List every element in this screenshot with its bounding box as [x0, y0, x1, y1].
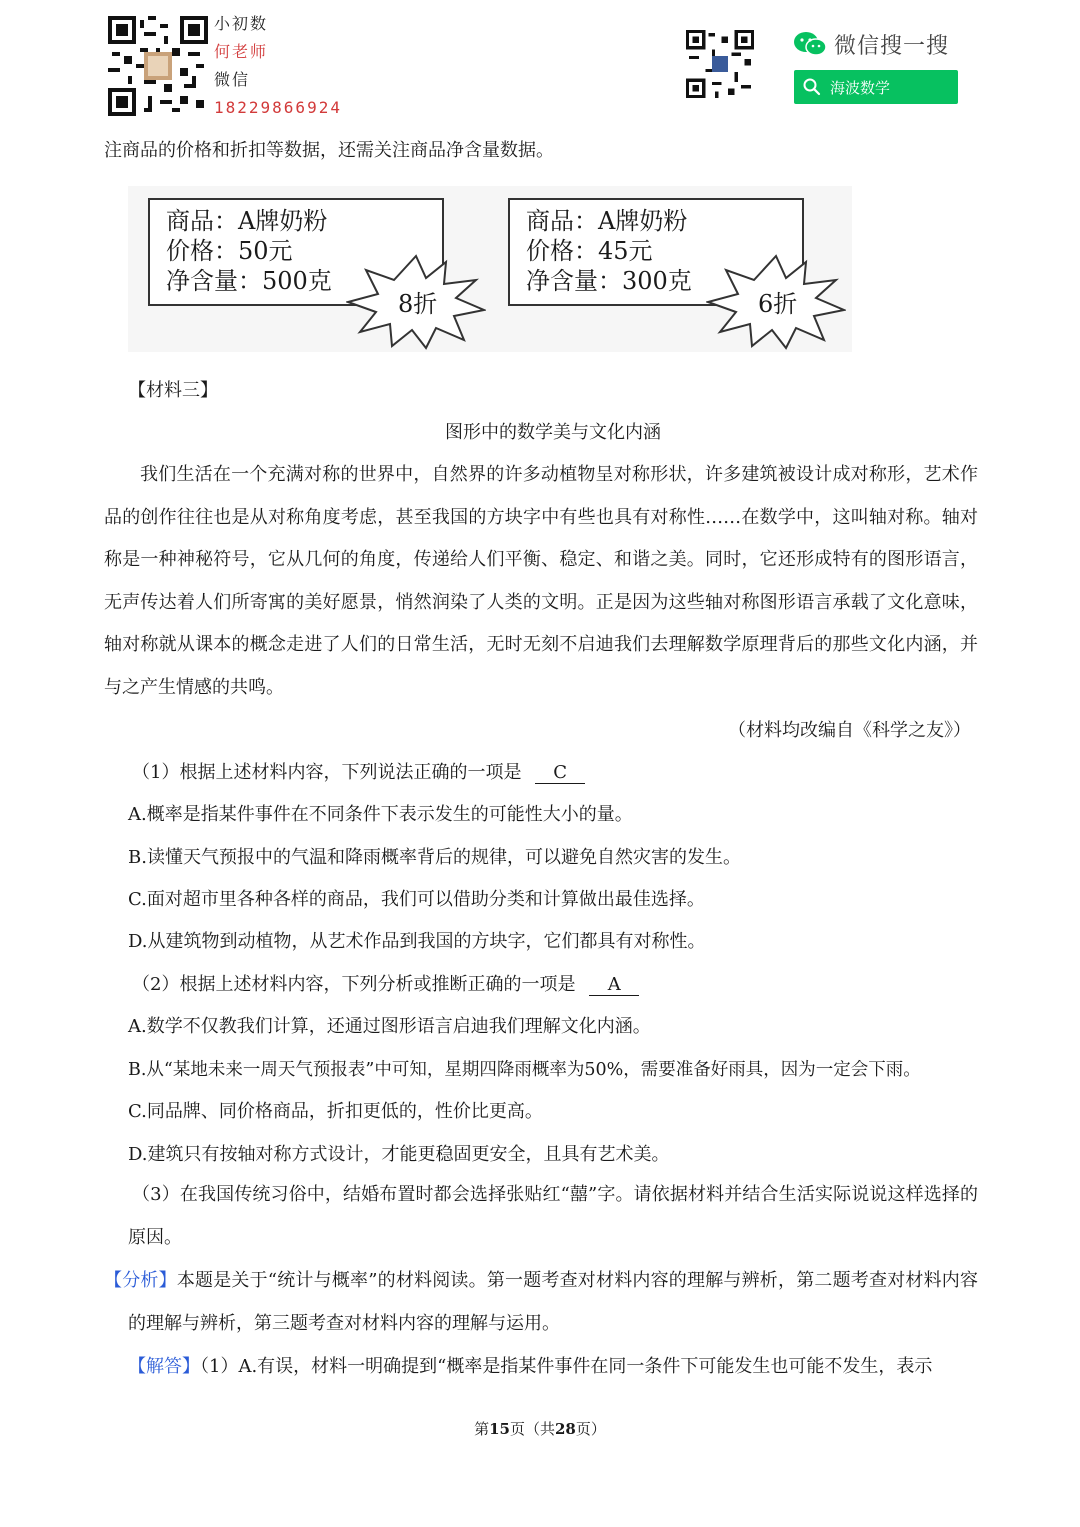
material3-body: 我们生活在一个充满对称的世界中，自然界的许多动植物呈对称形状，许多建筑被设计成对称形，艺术作品的创作往往也是从对称角度考虑，甚至我国的方块字中有些也具有对称性……在数学中，这叫轴对称。轴对称是一种神秘符号，它从几何的角度，传递给人们平衡、稳定、和谐之美。同时，它还形成特有的图形语言，无声传达着人们所寄寓的美好愿景，悄然润染了人类的文明。正是因为这些轴对称图形语言承载了文化意味，轴对称就从课本的概念走进了人们的日常生活，无时无刻不启迪我们去理解数学原理背后的那些文化内涵，并与之产生情感的共鸣。 [104, 464, 978, 698]
handwriting-line: 何老师 [214, 42, 269, 61]
q2-option: B.从“某地未来一周天气预报表”中可知，星期四降雨概率为50%，需要准备好雨具，因为一定会下雨。 [128, 1060, 921, 1080]
q1-option: B.读懂天气预报中的气温和降雨概率背后的规律，可以避免自然灾害的发生。 [128, 847, 741, 868]
product-name: 商品：A牌奶粉 [526, 207, 688, 235]
product-price: 价格：50元 [166, 237, 293, 265]
footer-suffix: 页） [575, 1420, 606, 1438]
q1-stem [132, 761, 585, 785]
solution-label: 【解答】 [128, 1356, 200, 1377]
footer-middle: 页（共 [509, 1420, 555, 1438]
product-figure [128, 186, 852, 352]
discount-label-left: 8折 [398, 290, 438, 318]
q2-stem [132, 973, 639, 997]
q1-stem-text: （1）根据上述材料内容，下列说法正确的一项是 [132, 762, 522, 783]
q2-option: A.数学不仅教我们计算，还通过图形语言启迪我们理解文化内涵。 [128, 1016, 651, 1037]
search-button-label: 海波数学 [830, 78, 891, 97]
solution-text: （1）A.有误，材料一明确提到“概率是指某件事件在同一条件下可能发生也可能不发生，表示 [200, 1356, 933, 1377]
analysis-label: 【分析】 [104, 1270, 177, 1291]
q2-option: D.建筑只有按轴对称方式设计，才能更稳固更安全，且具有艺术美。 [128, 1144, 670, 1165]
analysis-block [104, 1260, 978, 1345]
q1-option: A.概率是指某件事件在不同条件下表示发生的可能性大小的量。 [128, 804, 633, 825]
handwriting-line: 微信 [214, 70, 251, 89]
page-footer [0, 1417, 1080, 1441]
footer-page-number: 15 [489, 1420, 510, 1438]
q2-stem-text: （2）根据上述材料内容，下列分析或推断正确的一项是 [132, 974, 576, 995]
qr-code-search [686, 30, 754, 98]
q3-text: （3）在我国传统习俗中，结婚布置时都会选择张贴红“囍”字。请依据材料并结合生活实际说说这样选择的原因。 [128, 1184, 978, 1248]
search-button[interactable] [794, 70, 958, 104]
analysis-text: 本题是关于“统计与概率”的材料阅读。第一题考查对材料内容的理解与辨析，第二题考查对材料内容的理解与辨析，第三题考查对材料内容的理解与运用。 [128, 1270, 979, 1334]
q2-answer: A [589, 975, 639, 996]
product-price: 价格：45元 [526, 237, 653, 265]
wechat-search-title: 微信搜一搜 [834, 33, 950, 59]
handwriting-line: 18229866924 [214, 98, 342, 117]
discount-label-right: 6折 [758, 290, 798, 318]
material3-source: （材料均改编自《科学之友》） [728, 720, 971, 741]
handwriting-notes [214, 12, 342, 124]
q1-option: D.从建筑物到动植物，从艺术作品到我国的方块字，它们都具有对称性。 [128, 931, 706, 952]
q1-answer: C [535, 763, 585, 784]
product-net-weight: 净含量：300克 [526, 267, 692, 295]
product-name: 商品：A牌奶粉 [166, 207, 328, 235]
handwriting-line: 小初数 [214, 14, 269, 33]
footer-total-pages: 28 [555, 1420, 576, 1438]
material3-label: 【材料三】 [128, 380, 218, 401]
intro-line: 注商品的价格和折扣等数据，还需关注商品净含量数据。 [104, 140, 554, 161]
wechat-icon [792, 30, 828, 58]
product-net-weight: 净含量：500克 [166, 267, 332, 295]
wechat-search-logo [792, 28, 949, 60]
material3-title: 图形中的数学美与文化内涵 [445, 422, 661, 443]
footer-prefix: 第 [474, 1420, 490, 1438]
solution-line [128, 1355, 932, 1379]
qr-code-teacher [108, 16, 208, 116]
q1-option: C.面对超市里各种各样的商品，我们可以借助分类和计算做出最佳选择。 [128, 889, 705, 910]
q2-option: C.同品牌、同价格商品，折扣更低的，性价比更高。 [128, 1101, 543, 1122]
search-icon [802, 77, 822, 97]
